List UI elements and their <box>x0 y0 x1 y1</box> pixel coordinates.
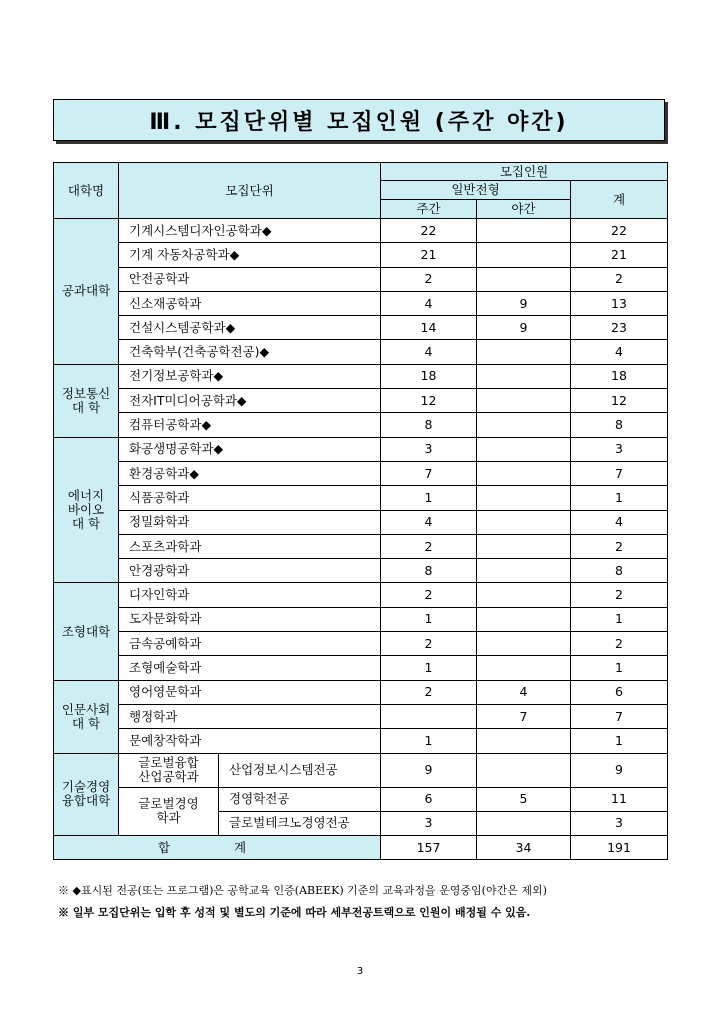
table-row <box>54 219 668 243</box>
label-line: 글로벌경영 <box>138 796 199 812</box>
value-day: 2 <box>381 680 477 704</box>
unit-name: 신소재공학과 <box>119 291 381 315</box>
label-line: 대 학 <box>71 399 101 415</box>
unit-name: 행정학과 <box>119 704 381 728</box>
value-night <box>477 461 571 485</box>
label-line: 인문사회 <box>61 701 111 717</box>
value-night <box>477 656 571 680</box>
unit-name: 조형예술학과 <box>119 656 381 680</box>
value-day: 2 <box>381 267 477 291</box>
value-night: 4 <box>477 680 571 704</box>
table-row <box>54 607 668 631</box>
value-total: 1 <box>571 656 668 680</box>
value-day: 2 <box>381 534 477 558</box>
header-night: 야간 <box>477 200 571 219</box>
value-day: 18 <box>381 364 477 388</box>
value-day: 1 <box>381 656 477 680</box>
college-name <box>54 583 119 680</box>
table-row <box>54 680 668 704</box>
unit-name: 안경광학과 <box>119 559 381 583</box>
value-day: 14 <box>381 316 477 340</box>
value-night: 9 <box>477 316 571 340</box>
value-total: 22 <box>571 219 668 243</box>
unit-name: 건축학부(건축공학전공)◆ <box>119 340 381 364</box>
unit-name: 정밀화학과 <box>119 510 381 534</box>
unit-name: 식품공학과 <box>119 486 381 510</box>
unit-name: 화공생명공학과◆ <box>119 437 381 461</box>
value-total: 8 <box>571 413 668 437</box>
value-night <box>477 559 571 583</box>
label-line: 학과 <box>156 810 181 826</box>
value-night <box>477 267 571 291</box>
table-row <box>54 316 668 340</box>
unit-name: 스포츠과학과 <box>119 534 381 558</box>
unit-name: 산업정보시스템전공 <box>219 753 381 787</box>
label-line: 에너지 <box>67 488 105 504</box>
header-total: 계 <box>571 181 668 219</box>
value-total: 11 <box>571 787 668 811</box>
label-line: 글로벌융합 <box>138 755 199 771</box>
unit-name: 안전공학과 <box>119 267 381 291</box>
unit-name: 영어영문학과 <box>119 680 381 704</box>
value-day: 4 <box>381 510 477 534</box>
unit-name: 문예창작학과 <box>119 729 381 753</box>
table-row <box>54 364 668 388</box>
table-row <box>54 510 668 534</box>
unit-name: 경영학전공 <box>219 787 381 811</box>
unit-name: 기계 자동차공학과◆ <box>119 243 381 267</box>
label-line: 대 학 <box>71 715 101 731</box>
value-night <box>477 753 571 787</box>
value-total: 4 <box>571 510 668 534</box>
label-line: 융합대학 <box>61 793 111 809</box>
value-day: 3 <box>381 811 477 835</box>
value-total: 1 <box>571 729 668 753</box>
value-total: 9 <box>571 753 668 787</box>
unit-name: 도자문화학과 <box>119 607 381 631</box>
table-row <box>54 461 668 485</box>
value-day: 1 <box>381 729 477 753</box>
value-day: 22 <box>381 219 477 243</box>
table-row <box>54 486 668 510</box>
label-line: 조형대학 <box>61 623 111 639</box>
label-line: 기술경영 <box>61 779 111 795</box>
value-night <box>477 219 571 243</box>
value-day: 2 <box>381 632 477 656</box>
value-day: 7 <box>381 461 477 485</box>
value-total: 191 <box>571 836 668 860</box>
value-night <box>477 729 571 753</box>
value-total: 18 <box>571 364 668 388</box>
value-total: 23 <box>571 316 668 340</box>
label-line: 대 학 <box>71 516 101 532</box>
value-total: 7 <box>571 461 668 485</box>
unit-name: 글로벌테크노경영전공 <box>219 811 381 835</box>
note-track: ※ 일부 모집단위는 입학 후 성적 및 별도의 기준에 따라 세부전공트랙으로 인원이 배정될 수 있음. <box>58 906 531 919</box>
value-day: 8 <box>381 413 477 437</box>
value-night <box>477 437 571 461</box>
value-night <box>477 340 571 364</box>
value-day: 1 <box>381 607 477 631</box>
table-row <box>54 340 668 364</box>
total-label: 합 계 <box>54 836 381 860</box>
table-row <box>54 656 668 680</box>
table-row <box>54 534 668 558</box>
value-total: 3 <box>571 437 668 461</box>
label-line: 정보통신 <box>61 385 111 401</box>
value-night <box>477 510 571 534</box>
value-total: 1 <box>571 486 668 510</box>
header-college: 대학명 <box>54 163 119 219</box>
value-night <box>477 534 571 558</box>
value-total: 1 <box>571 607 668 631</box>
value-day: 2 <box>381 583 477 607</box>
value-night: 5 <box>477 787 571 811</box>
header-unit: 모집단위 <box>119 163 381 219</box>
table-row <box>54 243 668 267</box>
value-day: 3 <box>381 437 477 461</box>
value-day: 4 <box>381 340 477 364</box>
header-day: 주간 <box>381 200 477 219</box>
value-night <box>477 632 571 656</box>
unit-name: 전기정보공학과◆ <box>119 364 381 388</box>
value-total: 2 <box>571 583 668 607</box>
value-night <box>477 811 571 835</box>
value-day: 157 <box>381 836 477 860</box>
value-total: 4 <box>571 340 668 364</box>
page-number: 3 <box>356 966 364 977</box>
table-row <box>54 267 668 291</box>
value-night: 7 <box>477 704 571 728</box>
value-night <box>477 243 571 267</box>
value-total: 13 <box>571 291 668 315</box>
value-night <box>477 413 571 437</box>
unit-name: 환경공학과◆ <box>119 461 381 485</box>
value-total: 21 <box>571 243 668 267</box>
value-total: 2 <box>571 534 668 558</box>
total-row <box>54 836 668 860</box>
value-night: 34 <box>477 836 571 860</box>
quota-table <box>53 162 668 860</box>
note-abeek: ※ ◆표시된 전공(또는 프로그램)은 공학교육 인증(ABEEK) 기준의 교육과정을 운영중임(야간은 제외) <box>58 884 547 897</box>
college-name <box>54 753 119 836</box>
value-day: 8 <box>381 559 477 583</box>
value-total: 12 <box>571 389 668 413</box>
value-night <box>477 607 571 631</box>
unit-name: 건설시스템공학과◆ <box>119 316 381 340</box>
table-row <box>54 729 668 753</box>
value-night: 9 <box>477 291 571 315</box>
table-row <box>54 413 668 437</box>
college-name <box>54 364 119 437</box>
value-night <box>477 364 571 388</box>
table-row <box>54 389 668 413</box>
value-night <box>477 486 571 510</box>
header-general: 일반전형 <box>381 181 571 200</box>
unit-name: 전자IT미디어공학과◆ <box>119 389 381 413</box>
college-name <box>54 437 119 583</box>
value-total: 2 <box>571 632 668 656</box>
label-line: 산업공학과 <box>138 769 199 785</box>
value-day: 9 <box>381 753 477 787</box>
table-row <box>54 753 668 787</box>
table-row <box>54 291 668 315</box>
value-night <box>477 389 571 413</box>
table-row <box>54 583 668 607</box>
value-day: 1 <box>381 486 477 510</box>
table-row <box>54 559 668 583</box>
college-name <box>54 680 119 753</box>
unit-name: 기계시스템디자인공학과◆ <box>119 219 381 243</box>
table-row <box>54 787 668 811</box>
unit-name: 디자인학과 <box>119 583 381 607</box>
value-total: 8 <box>571 559 668 583</box>
value-total: 2 <box>571 267 668 291</box>
value-day: 4 <box>381 291 477 315</box>
table-row <box>54 632 668 656</box>
dept-group <box>119 753 219 787</box>
value-total: 7 <box>571 704 668 728</box>
unit-name: 컴퓨터공학과◆ <box>119 413 381 437</box>
label-line: 공과대학 <box>61 283 111 299</box>
value-day: 6 <box>381 787 477 811</box>
header-quota: 모집인원 <box>381 163 668 181</box>
page-title: Ⅲ. 모집단위별 모집인원 (주간 야간) <box>53 99 665 141</box>
table-row <box>54 704 668 728</box>
college-name <box>54 219 119 365</box>
value-day <box>381 704 477 728</box>
value-night <box>477 583 571 607</box>
value-day: 21 <box>381 243 477 267</box>
label-line: 바이오 <box>67 502 105 518</box>
value-day: 12 <box>381 389 477 413</box>
table-row <box>54 437 668 461</box>
unit-name: 금속공예학과 <box>119 632 381 656</box>
value-total: 3 <box>571 811 668 835</box>
dept-group <box>119 787 219 836</box>
value-total: 6 <box>571 680 668 704</box>
